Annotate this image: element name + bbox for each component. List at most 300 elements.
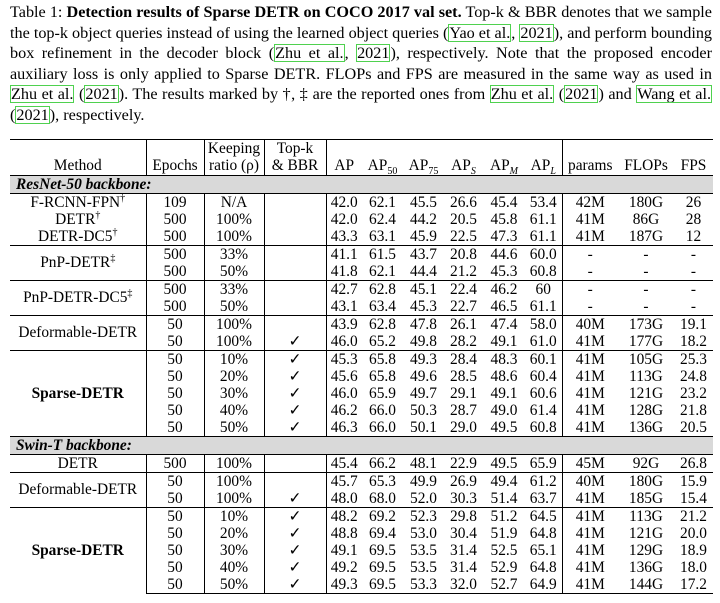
ap-value-cell: 62.1	[369, 262, 396, 280]
ap-value-cell: 50.1	[410, 418, 437, 436]
flops-cell: 121G	[628, 524, 664, 542]
ap-value-cell: 65.9	[529, 454, 557, 472]
ap-value-cell: 46.3	[326, 419, 362, 437]
epochs-cell: 500	[146, 298, 204, 316]
ap-value-cell: 41.1	[326, 245, 362, 263]
col-method: Method	[10, 139, 146, 175]
flops-cell: 136G	[628, 558, 664, 576]
ap-value-cell: 31.4	[450, 541, 477, 559]
ap-value-cell: 44.2	[410, 210, 437, 228]
ap-value-cell: 52.3	[403, 507, 444, 525]
col-ap50: $AP_{50}$	[362, 139, 403, 175]
ap-value-cell: 43.1	[326, 298, 362, 316]
caption-text: Top-k & BBR denotes that we sample the top-k object queries instead of using the learned object queries (	[10, 3, 712, 42]
ap-value-cell: 45.4	[490, 193, 518, 211]
citation-link[interactable]: 2021	[85, 85, 118, 104]
params-cell: 41M	[562, 228, 618, 246]
col-apm: $AP_M$	[483, 139, 525, 175]
flops-cell: 180G	[628, 193, 664, 211]
citation-link[interactable]: Zhu et al.	[275, 44, 344, 63]
ap-value-cell: 49.7	[410, 384, 437, 402]
ap-value-cell: 65.3	[362, 472, 403, 490]
ap-value-cell: 26.6	[450, 193, 477, 211]
table-row	[10, 228, 713, 246]
ap-value-cell: 45.4	[326, 454, 362, 472]
topk-bbr-cell	[264, 280, 326, 298]
params-cell: 41M	[562, 350, 618, 368]
fps-cell: -	[674, 280, 713, 298]
ap-value-cell: 45.9	[410, 227, 437, 245]
ap-value-cell: 21.2	[450, 262, 477, 280]
ap-value-cell: 45.1	[403, 280, 444, 298]
ap-value-cell: 65.2	[369, 332, 396, 350]
method-cell: Deformable-DETR	[10, 315, 146, 350]
fps-cell: 18.9	[680, 541, 707, 559]
ap-value-cell: 61.4	[529, 401, 557, 419]
method-cell: F-RCNN-FPN†	[30, 192, 126, 211]
params-cell: -	[562, 280, 618, 298]
table-caption	[10, 2, 712, 126]
params-cell: 41M	[562, 559, 618, 576]
col-epochs: Epochs	[146, 139, 204, 175]
keeping-ratio-cell: N/A	[204, 193, 264, 211]
keeping-ratio-cell: 100%	[204, 211, 264, 228]
topk-bbr-cell	[264, 211, 326, 228]
ap-value-cell: 60.4	[529, 367, 557, 385]
flops-cell: 105G	[618, 350, 674, 368]
ap-value-cell: 29.0	[450, 418, 477, 436]
table-row	[10, 454, 713, 472]
ap-value-cell: 45.3	[410, 297, 437, 315]
ap-value-cell: 53.3	[403, 576, 444, 594]
ap-value-cell: 45.7	[326, 472, 362, 490]
caption-text: ,	[511, 23, 520, 42]
ap-value-cell: 49.4	[483, 472, 525, 490]
fps-cell: 19.1	[674, 315, 713, 333]
keeping-ratio-cell: 20%	[204, 368, 264, 385]
ap-value-cell: 29.8	[444, 507, 483, 525]
epochs-cell: 50	[146, 333, 204, 351]
ap-value-cell: 48.0	[326, 490, 362, 508]
col-topk-2: & BBR	[264, 157, 326, 175]
flops-cell: 113G	[629, 367, 663, 385]
caption-body	[10, 3, 712, 124]
topk-bbr-cell: ✓	[264, 350, 326, 368]
ap-value-cell: 62.8	[362, 315, 403, 333]
topk-bbr-cell: ✓	[264, 542, 326, 559]
topk-bbr-cell	[264, 472, 326, 490]
flops-cell: -	[618, 280, 674, 298]
ap-value-cell: 64.5	[525, 507, 562, 525]
flops-cell: 173G	[618, 315, 674, 333]
ap-value-cell: 45.5	[410, 193, 437, 211]
ap-value-cell: 22.5	[450, 227, 477, 245]
ap-value-cell: 48.2	[326, 507, 362, 525]
flops-cell: 185G	[628, 489, 664, 507]
ap-value-cell: 61.1	[529, 227, 557, 245]
ap-value-cell: 64.8	[529, 558, 557, 576]
ap-value-cell: 29.1	[450, 384, 477, 402]
fps-cell: 23.2	[680, 384, 707, 402]
ap-value-cell: 30.3	[450, 489, 477, 507]
ap-value-cell: 46.2	[326, 402, 362, 419]
params-cell: 41M	[562, 419, 618, 437]
method-cell: Sparse-DETR	[10, 507, 146, 593]
ap-value-cell: 51.2	[483, 507, 525, 525]
keeping-ratio-cell: 33%	[204, 280, 264, 298]
ap-value-cell: 49.6	[410, 367, 437, 385]
citation-link[interactable]: Yao et al.	[449, 23, 511, 42]
ap-value-cell: 53.5	[410, 541, 437, 559]
col-keeping-1: Keeping	[204, 139, 264, 157]
topk-bbr-cell: ✓	[264, 385, 326, 402]
ap-value-cell: 43.3	[326, 228, 362, 246]
citation-link[interactable]: 2021	[520, 23, 553, 42]
table-row	[10, 350, 713, 368]
ap-value-cell: 45.6	[326, 368, 362, 385]
epochs-cell: 50	[146, 472, 204, 490]
keeping-ratio-cell: 50%	[204, 576, 264, 594]
flops-cell: 128G	[628, 401, 664, 419]
ap-value-cell: 53.4	[529, 193, 557, 211]
keeping-ratio-cell: 50%	[204, 419, 264, 437]
ap-value-cell: 42.0	[326, 211, 362, 228]
params-cell: 41M	[562, 542, 618, 559]
ap-value-cell: 41.8	[326, 263, 362, 281]
ap-value-cell: 69.4	[369, 524, 396, 542]
method-cell: PnP-DETR‡	[10, 245, 146, 280]
flops-cell: 92G	[632, 454, 660, 472]
backbone-header: Swin-T backbone:	[10, 436, 713, 454]
ap-value-cell: 66.0	[369, 401, 396, 419]
epochs-cell: 50	[146, 419, 204, 437]
flops-cell: -	[643, 297, 649, 315]
col-apl: $AP_L$	[525, 139, 562, 175]
col-keeping-2: ratio (ρ)	[204, 157, 264, 175]
ap-value-cell: 52.0	[410, 489, 437, 507]
table-row	[10, 245, 713, 263]
ap-value-cell: 63.7	[529, 489, 557, 507]
fps-cell: 26	[685, 193, 702, 211]
keeping-ratio-cell: 40%	[204, 559, 264, 576]
table-row	[10, 315, 713, 333]
ap-value-cell: 30.4	[450, 524, 477, 542]
ap-value-cell: 61.2	[525, 472, 562, 490]
topk-bbr-cell: ✓	[264, 525, 326, 542]
ap-value-cell: 49.8	[410, 332, 437, 350]
method-cell: DETR	[57, 454, 98, 472]
ap-value-cell: 50.3	[410, 401, 437, 419]
keeping-ratio-cell: 100%	[204, 472, 264, 490]
backbone-header: ResNet-50 backbone:	[10, 175, 713, 193]
params-cell: 42M	[562, 193, 618, 211]
topk-bbr-cell	[264, 263, 326, 281]
keeping-ratio-cell: 20%	[204, 525, 264, 542]
flops-cell: 136G	[628, 418, 664, 436]
keeping-ratio-cell: 30%	[204, 542, 264, 559]
method-cell: DETR†	[55, 209, 101, 228]
ap-value-cell: 48.8	[326, 525, 362, 542]
ap-value-cell: 49.5	[490, 418, 518, 436]
ap-value-cell: 52.5	[490, 541, 518, 559]
keeping-ratio-cell: 30%	[204, 385, 264, 402]
ap-value-cell: 63.4	[369, 297, 396, 315]
flops-cell: 121G	[628, 384, 664, 402]
params-cell: 41M	[562, 368, 618, 385]
flops-cell: 86G	[632, 210, 660, 228]
ap-value-cell: 65.8	[369, 367, 396, 385]
citation-link[interactable]: 2021	[357, 44, 390, 63]
citation-link[interactable]: Zhu et al.	[490, 85, 554, 104]
caption-label: Table 1:	[10, 3, 67, 21]
ap-value-cell: 61.1	[529, 210, 557, 228]
ap-value-cell: 61.0	[529, 332, 557, 350]
ap-value-cell: 49.1	[490, 332, 518, 350]
ap-value-cell: 32.0	[444, 576, 483, 594]
ap-value-cell: 28.5	[450, 367, 477, 385]
ap-value-cell: 52.7	[483, 576, 525, 594]
citation-link[interactable]: 2021	[565, 85, 598, 104]
keeping-ratio-cell: 100%	[204, 454, 264, 472]
flops-cell: -	[618, 245, 674, 263]
method-cell: Sparse-DETR	[10, 350, 146, 436]
flops-cell: 129G	[628, 541, 664, 559]
col-topk-1	[264, 139, 326, 157]
ap-value-cell: 69.2	[362, 507, 403, 525]
method-cell: PnP-DETR-DC5‡	[10, 280, 146, 315]
citation-link[interactable]: Wang et al.	[637, 85, 712, 104]
fps-cell: 21.8	[680, 401, 707, 419]
params-cell: -	[562, 263, 618, 281]
ap-value-cell: 65.9	[369, 384, 396, 402]
epochs-cell: 50	[146, 385, 204, 402]
caption-text: ) and	[598, 85, 637, 104]
ap-value-cell: 69.5	[369, 558, 396, 576]
ap-value-cell: 61.1	[529, 297, 557, 315]
ap-value-cell: 20.5	[450, 210, 477, 228]
params-cell: 41M	[562, 490, 618, 508]
ap-value-cell: 43.9	[326, 315, 362, 333]
epochs-cell: 500	[146, 211, 204, 228]
ap-value-cell: 66.0	[369, 418, 396, 436]
ap-value-cell: 58.0	[525, 315, 562, 333]
table-header	[10, 139, 713, 178]
epochs-cell: 50	[146, 507, 204, 525]
epochs-cell: 500	[146, 245, 204, 263]
params-cell: 41M	[562, 576, 618, 594]
fps-cell: 21.2	[674, 507, 713, 525]
topk-label: Top-k	[276, 139, 314, 157]
col-ap75: $AP_{75}$	[403, 139, 444, 175]
fps-cell: -	[690, 297, 697, 315]
topk-bbr-cell: ✓	[264, 559, 326, 576]
params-cell: -	[562, 298, 618, 316]
table-row	[10, 211, 713, 228]
ap-value-cell: 48.3	[483, 350, 525, 368]
ap-value-cell: 64.9	[525, 576, 562, 594]
caption-text: ), respectively. Note that the proposed encoder auxiliary loss is only applied to Sparse DETR. FLOPs and FPS are measured in the same way as used in	[10, 44, 712, 83]
flops-cell: 144G	[618, 576, 674, 594]
ap-value-cell: 63.1	[369, 227, 396, 245]
ap-value-cell: 44.4	[410, 262, 437, 280]
params-cell: 41M	[562, 333, 618, 351]
keeping-ratio-cell: 33%	[204, 245, 264, 263]
fps-cell: 28	[685, 210, 702, 228]
ap-value-cell: 22.9	[450, 454, 477, 472]
ap-value-cell: 65.1	[529, 541, 557, 559]
citation-link[interactable]: 2021	[16, 105, 49, 124]
ap-value-cell: 60.8	[529, 418, 557, 436]
epochs-cell: 500	[146, 263, 204, 281]
keeping-ratio-cell: 50%	[204, 298, 264, 316]
ap-value-cell: 52.9	[490, 558, 518, 576]
params-cell: 41M	[562, 385, 618, 402]
ap-value-cell: 66.2	[369, 454, 396, 472]
params-cell: 41M	[562, 507, 618, 525]
caption-text: ). The results marked by †, ‡ are the reported ones from	[118, 85, 490, 104]
topk-bbr-cell: ✓	[264, 368, 326, 385]
epochs-cell: 50	[146, 525, 204, 542]
epochs-cell: 500	[146, 454, 204, 472]
epochs-cell: 50	[146, 402, 204, 419]
ap-value-cell: 69.5	[369, 541, 396, 559]
ap-value-cell: 44.6	[483, 245, 525, 263]
ap-value-cell: 62.8	[362, 280, 403, 298]
epochs-cell: 50	[146, 542, 204, 559]
keeping-ratio-cell: 100%	[204, 315, 264, 333]
fps-cell: 26.8	[680, 454, 707, 472]
col-params: params	[562, 139, 618, 175]
ap-value-cell: 60	[525, 280, 562, 298]
topk-bbr-cell	[264, 298, 326, 316]
ap-value-cell: 61.5	[362, 245, 403, 263]
col-fps: FPS	[674, 139, 713, 175]
fps-cell: 18.2	[680, 332, 707, 350]
caption-text: (	[74, 85, 85, 104]
fps-cell: 24.8	[680, 367, 707, 385]
topk-bbr-cell	[264, 454, 326, 472]
ap-value-cell: 42.7	[326, 280, 362, 298]
fps-cell: 15.9	[674, 472, 713, 490]
ap-value-cell: 42.0	[326, 193, 362, 211]
ap-value-cell: 65.8	[362, 350, 403, 368]
ap-value-cell: 60.1	[525, 350, 562, 368]
flops-cell: 187G	[628, 227, 664, 245]
col-flops: FLOPs	[618, 139, 674, 175]
ap-value-cell: 26.9	[444, 472, 483, 490]
keeping-ratio-cell: 10%	[204, 507, 264, 525]
citation-link[interactable]: Zhu et al.	[11, 85, 74, 104]
ap-value-cell: 49.1	[326, 542, 362, 559]
ap-value-cell: 62.4	[369, 210, 396, 228]
ap-value-cell: 49.9	[403, 472, 444, 490]
topk-bbr-cell	[264, 193, 326, 211]
ap-value-cell: 22.7	[450, 297, 477, 315]
flops-cell: 177G	[628, 332, 664, 350]
ap-value-cell: 51.9	[490, 524, 518, 542]
keeping-ratio-cell: 100%	[204, 228, 264, 246]
method-cell: DETR-DC5†	[38, 226, 118, 245]
caption-text: (	[10, 105, 16, 124]
table-row	[10, 472, 713, 490]
method-cell: Deformable-DETR	[10, 472, 146, 507]
ap-value-cell: 62.1	[369, 193, 396, 211]
epochs-cell: 50	[146, 559, 204, 576]
fps-cell: 18.0	[680, 558, 707, 576]
table-row	[10, 280, 713, 298]
ap-value-cell: 45.3	[326, 350, 362, 368]
epochs-cell: 109	[146, 193, 204, 211]
ap-value-cell: 47.3	[490, 227, 518, 245]
params-cell: 41M	[562, 402, 618, 419]
keeping-ratio-cell: 100%	[204, 490, 264, 508]
ap-value-cell: 53.0	[410, 524, 437, 542]
fps-cell: 25.3	[674, 350, 713, 368]
ap-value-cell: 64.8	[529, 524, 557, 542]
caption-text: ), and perform bounding box refinement in the decoder block (	[10, 23, 713, 63]
topk-bbr-cell: ✓	[264, 490, 326, 508]
params-cell: 40M	[562, 472, 618, 490]
topk-bbr-cell: ✓	[264, 419, 326, 437]
ap-value-cell: 49.5	[490, 454, 518, 472]
fps-cell: 20.0	[680, 524, 707, 542]
keeping-ratio-cell: 50%	[204, 263, 264, 281]
epochs-cell: 500	[146, 228, 204, 246]
table-row	[10, 193, 713, 211]
ap-value-cell: 53.5	[410, 558, 437, 576]
ap-value-cell: 46.0	[326, 333, 362, 351]
caption-title: Detection results of Sparse DETR on COCO 2017 val set.	[66, 3, 462, 21]
epochs-cell: 50	[146, 576, 204, 594]
params-cell: 40M	[562, 315, 618, 333]
ap-value-cell: 60.6	[529, 384, 557, 402]
epochs-cell: 50	[146, 490, 204, 508]
ap-value-cell: 22.4	[444, 280, 483, 298]
ap-value-cell: 48.1	[410, 454, 437, 472]
table-body	[10, 175, 713, 593]
ap-value-cell: 45.3	[490, 262, 518, 280]
keeping-ratio-cell: 10%	[204, 350, 264, 368]
ap-value-cell: 20.8	[444, 245, 483, 263]
ap-value-cell: 68.0	[369, 489, 396, 507]
ap-value-cell: 46.5	[490, 297, 518, 315]
ap-value-cell: 46.2	[483, 280, 525, 298]
fps-cell: -	[690, 262, 697, 280]
params-cell: -	[562, 245, 618, 263]
topk-bbr-cell: ✓	[264, 507, 326, 525]
ap-value-cell: 48.6	[490, 367, 518, 385]
ap-value-cell: 60.8	[529, 262, 557, 280]
results-table	[10, 139, 713, 594]
params-cell: 41M	[562, 211, 618, 228]
ap-value-cell: 49.2	[326, 559, 362, 576]
caption-text: ), respectively.	[49, 105, 145, 124]
params-cell: 41M	[562, 525, 618, 542]
params-cell: 45M	[562, 454, 618, 472]
topk-bbr-cell: ✓	[264, 333, 326, 351]
col-aps: $AP_S$	[444, 139, 483, 175]
fps-cell: 17.2	[674, 576, 713, 594]
keeping-ratio-cell: 100%	[204, 333, 264, 351]
ap-value-cell: 46.0	[326, 385, 362, 402]
ap-value-cell: 49.3	[326, 576, 362, 594]
epochs-cell: 50	[146, 315, 204, 333]
epochs-cell: 50	[146, 350, 204, 368]
fps-cell: 20.5	[680, 418, 707, 436]
ap-value-cell: 28.4	[444, 350, 483, 368]
ap-value-cell: 69.5	[362, 576, 403, 594]
fps-cell: -	[674, 245, 713, 263]
